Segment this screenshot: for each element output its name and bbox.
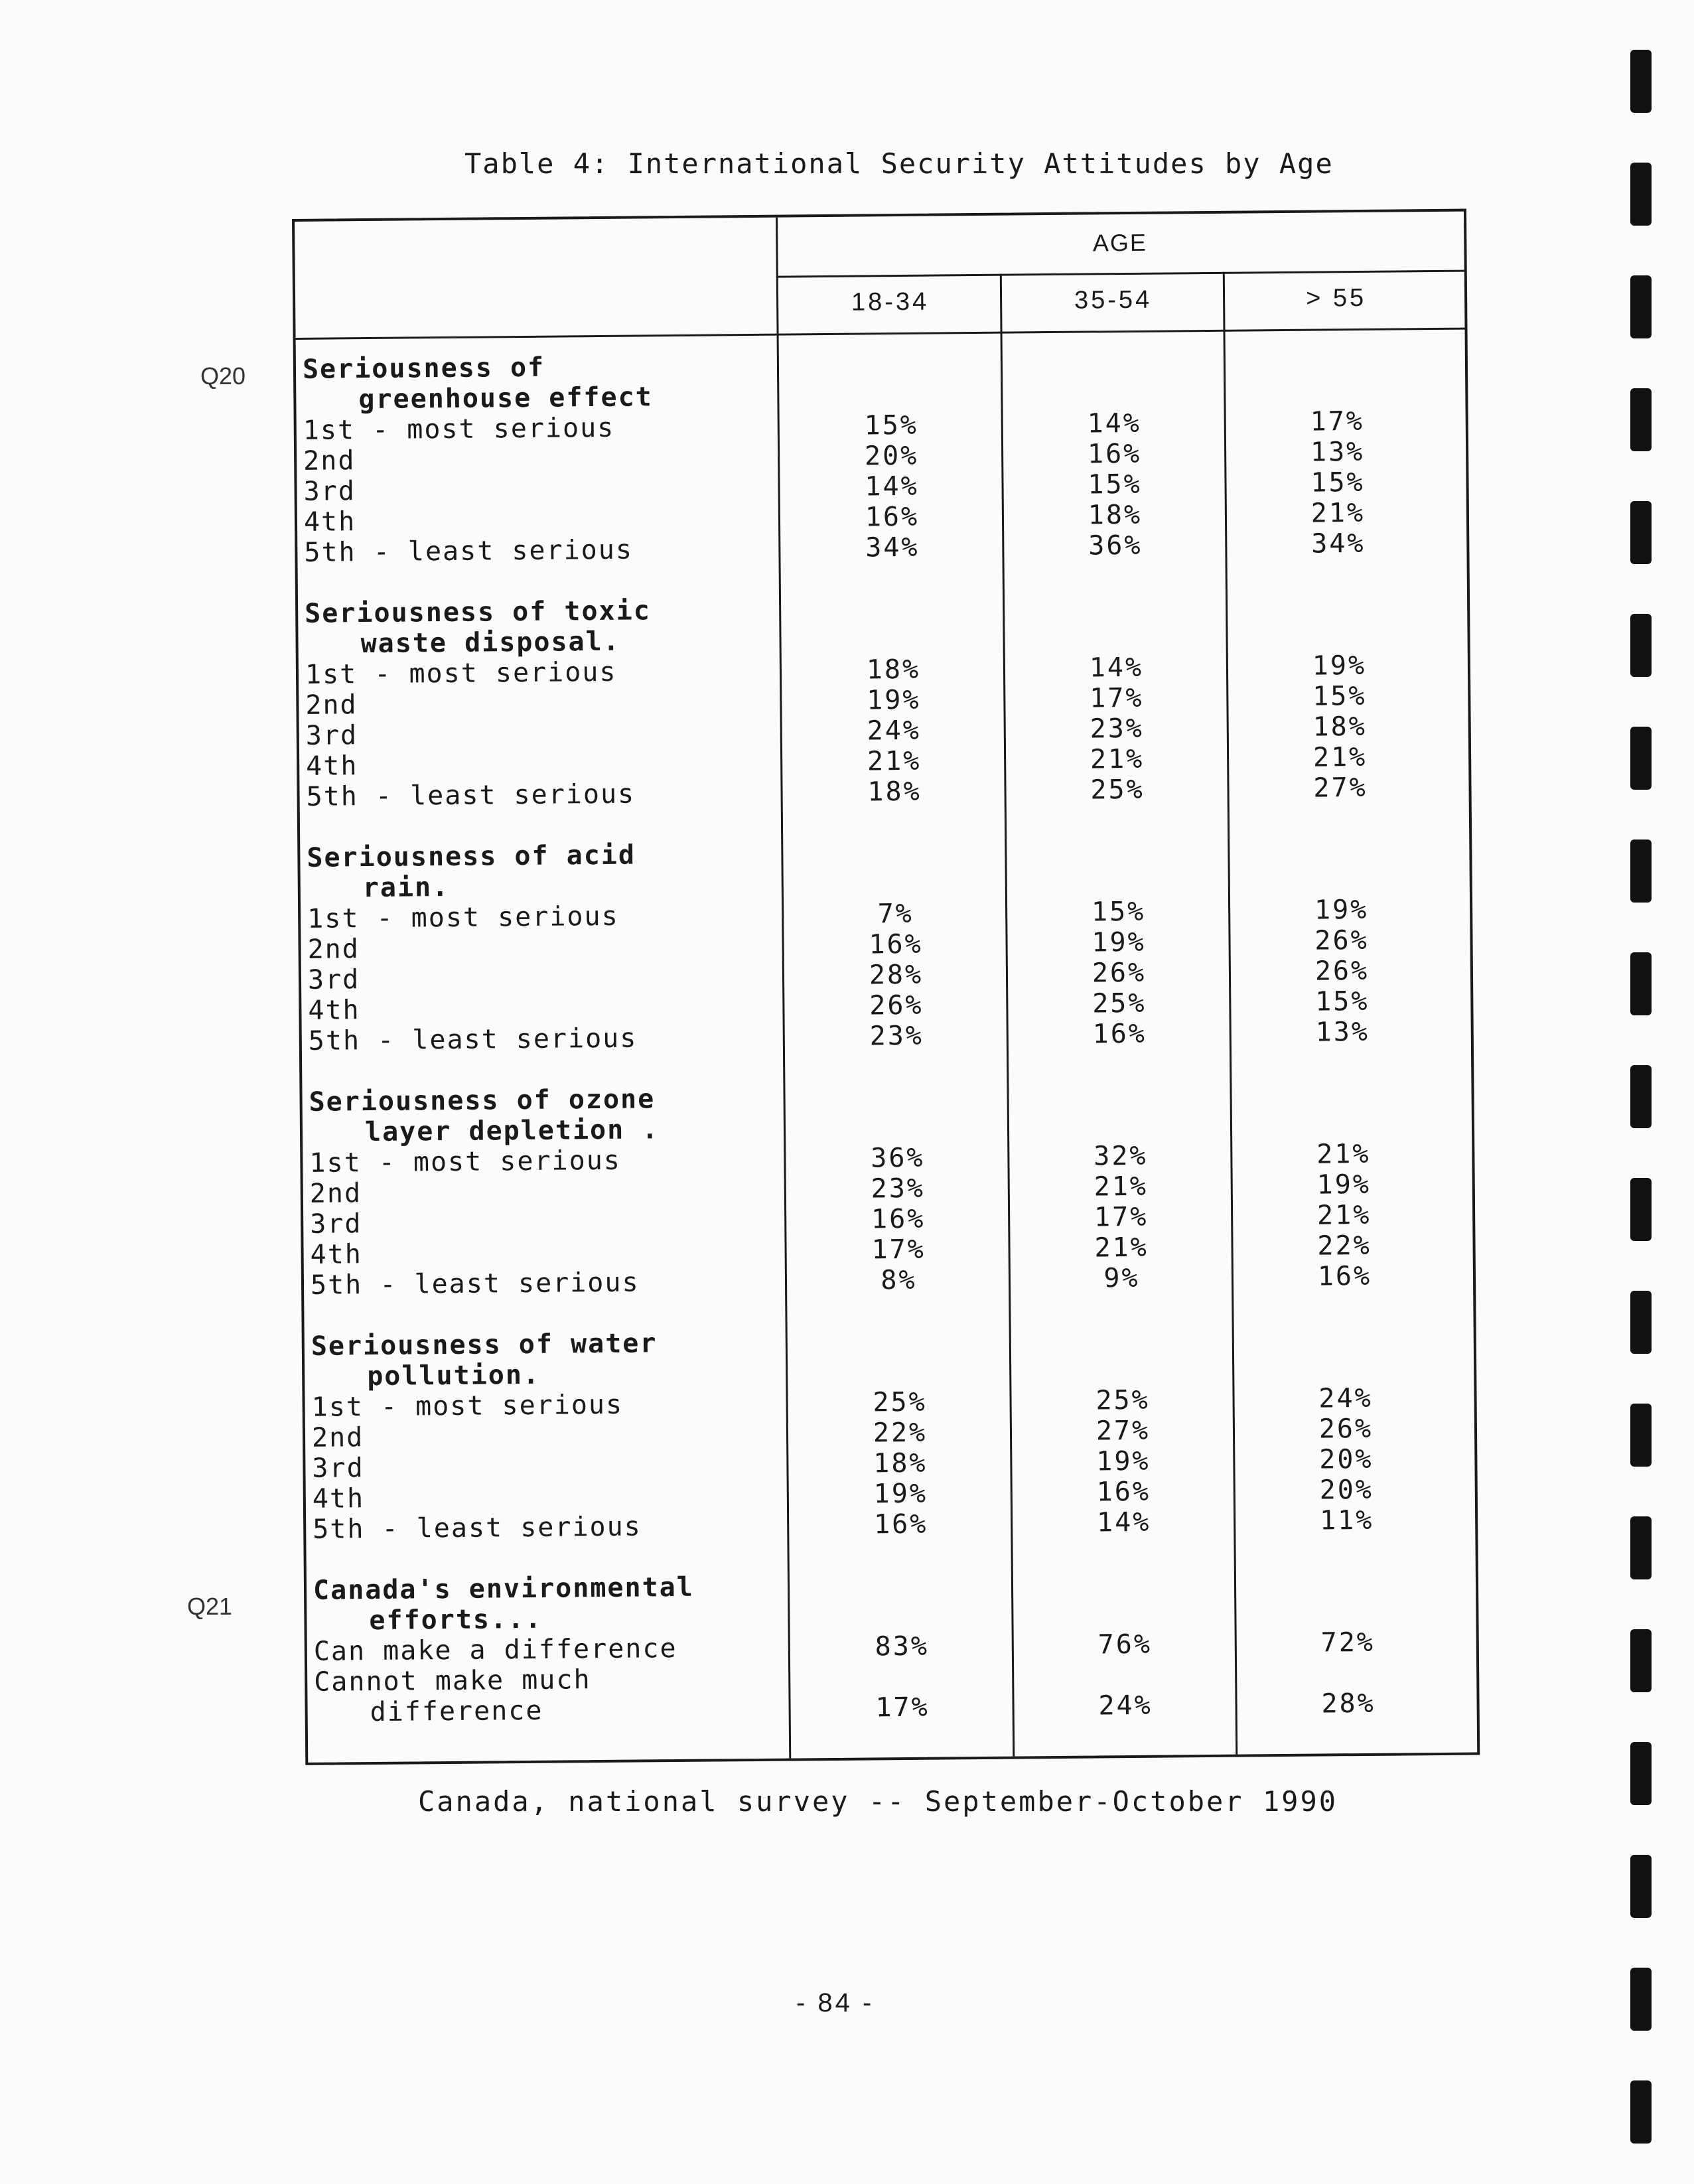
- binding-hole: [1630, 1968, 1652, 2031]
- table-row: 1st - most serious 7% 15% 19%: [307, 894, 1369, 934]
- binding-hole: [1630, 50, 1652, 113]
- section-heading: rain.: [362, 871, 450, 904]
- table-row: 3rd 14% 15% 15%: [303, 467, 1365, 507]
- table-row: 2nd 19% 17% 15%: [305, 680, 1367, 721]
- binding-hole: [1630, 163, 1652, 226]
- binding-holes: [1630, 0, 1670, 2184]
- table-row: 1st - most serious 15% 14% 17%: [303, 405, 1365, 446]
- binding-hole: [1630, 1178, 1652, 1241]
- binding-hole: [1630, 1404, 1652, 1467]
- table-row: 2nd 23% 21% 19%: [309, 1169, 1372, 1209]
- table-row-label: Cannot make much: [314, 1664, 591, 1698]
- table-row: 1st - most serious 25% 25% 24%: [311, 1382, 1373, 1423]
- section-heading: efforts...: [369, 1603, 543, 1637]
- binding-hole: [1630, 839, 1652, 903]
- column-header-18-34: 18-34: [851, 287, 930, 317]
- table-row: 2nd 16% 19% 26%: [307, 924, 1369, 965]
- table-row: 4th 16% 18% 21%: [303, 497, 1366, 538]
- table-row: 5th - least serious 18% 25% 27%: [306, 772, 1368, 812]
- page-number: - 84 -: [796, 1988, 875, 2017]
- age-group-header: AGE: [1092, 228, 1148, 257]
- survey-table: [292, 209, 1480, 1765]
- section-heading: Seriousness of acid: [307, 839, 636, 873]
- table-row: 2nd 22% 27% 26%: [311, 1413, 1374, 1453]
- table-title: Table 4: International Security Attitudes by Age: [464, 147, 1334, 180]
- binding-hole: [1630, 952, 1652, 1015]
- binding-hole: [1630, 275, 1652, 338]
- table-row: 4th 17% 21% 22%: [310, 1230, 1372, 1270]
- section-heading: waste disposal.: [360, 626, 621, 660]
- binding-hole: [1630, 727, 1652, 790]
- table-row: difference 17% 24% 28%: [370, 1688, 1376, 1728]
- column-header-55-plus: > 55: [1305, 283, 1367, 313]
- section-heading: Canada's environmental: [313, 1571, 695, 1606]
- binding-hole: [1630, 2080, 1652, 2144]
- binding-hole: [1630, 1065, 1652, 1128]
- binding-hole: [1630, 1855, 1652, 1918]
- table-row: 2nd 20% 16% 13%: [303, 436, 1365, 476]
- table-row: 5th - least serious 34% 36% 34%: [304, 528, 1366, 568]
- table-row: 4th 26% 25% 15%: [308, 985, 1370, 1026]
- table-row: 5th - least serious 23% 16% 13%: [308, 1016, 1370, 1056]
- table-row: 3rd 18% 19% 20%: [312, 1443, 1374, 1484]
- header-divider: [776, 270, 1464, 278]
- section-heading: layer depletion .: [364, 1114, 660, 1148]
- column-header-35-54: 35-54: [1074, 285, 1153, 315]
- binding-hole: [1630, 1291, 1652, 1354]
- table-row: 4th 21% 21% 21%: [305, 741, 1368, 782]
- binding-hole: [1630, 388, 1652, 451]
- table-row: 3rd 24% 23% 18%: [305, 711, 1368, 751]
- binding-hole: [1630, 1629, 1652, 1692]
- binding-hole: [1630, 1516, 1652, 1579]
- table-row: 1st - most serious 18% 14% 19%: [305, 650, 1367, 690]
- binding-hole: [1630, 501, 1652, 564]
- table-row: 3rd 28% 26% 26%: [307, 955, 1370, 995]
- table-body: [296, 344, 1477, 1728]
- question-marker-q20: Q20: [200, 362, 246, 390]
- question-marker-q21: Q21: [187, 1593, 233, 1620]
- binding-hole: [1630, 1742, 1652, 1805]
- survey-source-note: Canada, national survey -- September-October 1990: [418, 1785, 1338, 1818]
- section-heading: greenhouse effect: [358, 382, 653, 415]
- section-heading: Seriousness of water: [311, 1328, 658, 1362]
- table-row: 4th 19% 16% 20%: [312, 1474, 1374, 1514]
- section-heading: Seriousness of: [302, 352, 545, 385]
- section-heading: pollution.: [367, 1359, 541, 1392]
- table-row: Can make a difference 83% 76% 72%: [313, 1627, 1376, 1667]
- section-heading: Seriousness of ozone: [309, 1084, 656, 1118]
- table-row: 5th - least serious 16% 14% 11%: [313, 1504, 1374, 1545]
- table-row: 3rd 16% 17% 21%: [310, 1199, 1372, 1240]
- header-divider: [296, 328, 1465, 340]
- section-heading: Seriousness of toxic: [304, 595, 652, 629]
- table-row: 1st - most serious 36% 32% 21%: [309, 1138, 1371, 1179]
- binding-hole: [1630, 614, 1652, 677]
- table-row: 5th - least serious 8% 9% 16%: [310, 1260, 1372, 1301]
